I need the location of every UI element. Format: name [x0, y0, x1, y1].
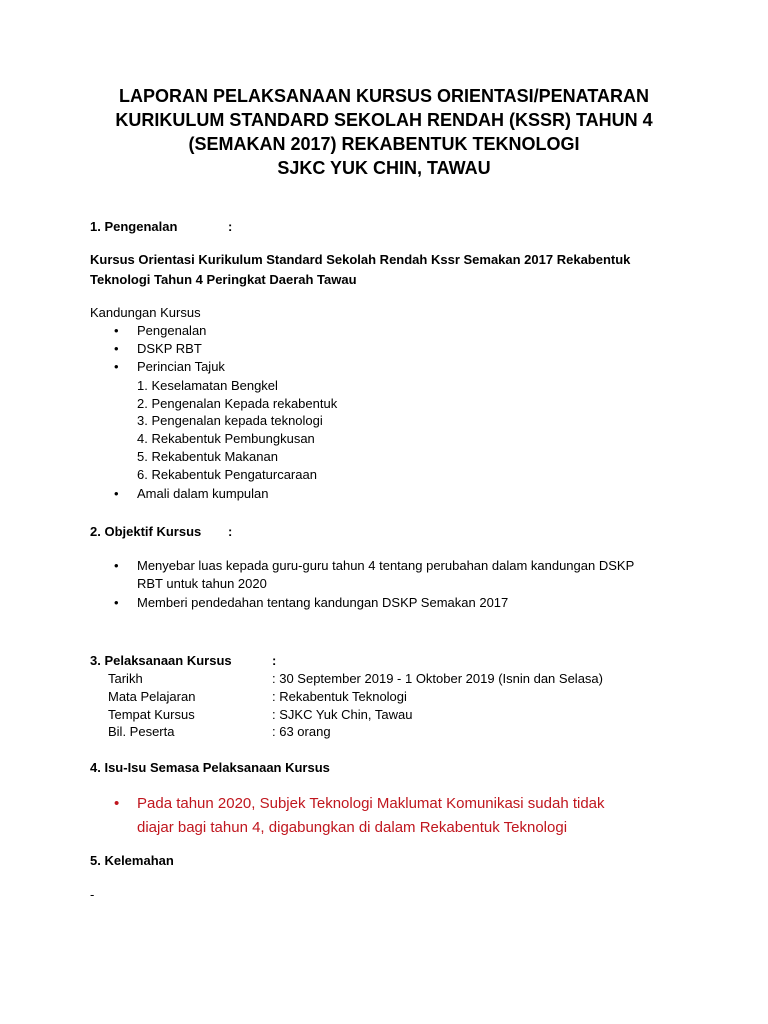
list-item: 1. Keselamatan Bengkel [137, 378, 278, 393]
issue-line-1: Pada tahun 2020, Subjek Teknologi Maklumat Komunikasi sudah tidak [137, 795, 605, 812]
list-item: • Perincian Tajuk [90, 358, 225, 376]
content-bullet-list [90, 322, 225, 376]
detail-row-participants [108, 723, 331, 741]
list-item: 6. Rekabentuk Pengaturcaraan [137, 466, 317, 482]
detail-value: : 30 September 2019 - 1 Oktober 2019 (Isnin dan Selasa) [272, 671, 603, 686]
title-line-4: SJKC YUK CHIN, TAWAU [277, 158, 491, 178]
list-item: • DSKP RBT [90, 340, 225, 358]
title-line-1: LAPORAN PELAKSANAAN KURSUS ORIENTASI/PENATARAN [118, 86, 649, 106]
section-1-heading-text: 1. Pengenalan [90, 219, 178, 234]
section-2-heading: 2. Objektif Kursus [90, 524, 202, 539]
section-1-colon: : [228, 219, 233, 234]
list-item [90, 557, 634, 593]
list-item: • Amali dalam kumpulan [90, 485, 269, 503]
weakness-dash: - [90, 887, 95, 902]
detail-label: Tempat Kursus [108, 707, 195, 722]
section-1-paragraph: Kursus Orientasi Kurikulum Standard Sekolah Rendah Kssr Semakan 2017 Rekabentuk Teknologi Tahun 4 Peringkat Daerah Tawau [90, 252, 631, 287]
detail-row-venue [108, 706, 413, 724]
detail-row-subject [108, 688, 407, 706]
detail-label: Bil. Peserta [108, 724, 175, 739]
content-bullet-list-end [90, 485, 269, 503]
report-title [0, 84, 768, 180]
detail-value: : SJKC Yuk Chin, Tawau [272, 707, 413, 722]
section-2-colon: : [228, 524, 233, 539]
section-4-heading: 4. Isu-Isu Semasa Pelaksanaan Kursus [90, 760, 330, 775]
section-3-heading: 3. Pelaksanaan Kursus [90, 653, 232, 668]
objective-1-line-2: RBT untuk tahun 2020 [137, 576, 267, 591]
objective-list [90, 557, 634, 612]
title-line-2: KURIKULUM STANDARD SEKOLAH RENDAH (KSSR) TAHUN 4 [115, 110, 653, 130]
list-item: • Pengenalan [90, 322, 225, 340]
detail-value: : Rekabentuk Teknologi [272, 689, 407, 704]
detail-label: Mata Pelajaran [108, 689, 196, 704]
list-item: 4. Rekabentuk Pembungkusan [137, 431, 315, 447]
title-line-3: (SEMAKAN 2017) REKABENTUK TEKNOLOGI [188, 134, 580, 154]
content-label: Kandungan Kursus [90, 305, 201, 320]
list-item: 5. Rekabentuk Makanan [137, 448, 278, 464]
issue-list [90, 792, 710, 840]
list-item: 3. Pengenalan kepada teknologi [137, 413, 323, 429]
section-5-heading: 5. Kelemahan [90, 853, 174, 868]
section-3-colon: : [272, 653, 277, 668]
issue-line-2: diajar bagi tahun 4, digabungkan di dalam Rekabentuk Teknologi [137, 819, 568, 836]
objective-1-line-1: Menyebar luas kepada guru-guru tahun 4 tentang perubahan dalam kandungan DSKP [137, 558, 635, 573]
section-1-heading [90, 218, 177, 236]
detail-label: Tarikh [108, 671, 143, 686]
list-item [90, 792, 710, 840]
list-item: 2. Pengenalan Kepada rekabentuk [137, 395, 338, 411]
detail-value: : 63 orang [272, 724, 331, 739]
detail-row-date [108, 670, 603, 688]
list-item: • Memberi pendedahan tentang kandungan DSKP Semakan 2017 [90, 594, 634, 612]
topic-sublist [137, 377, 337, 483]
